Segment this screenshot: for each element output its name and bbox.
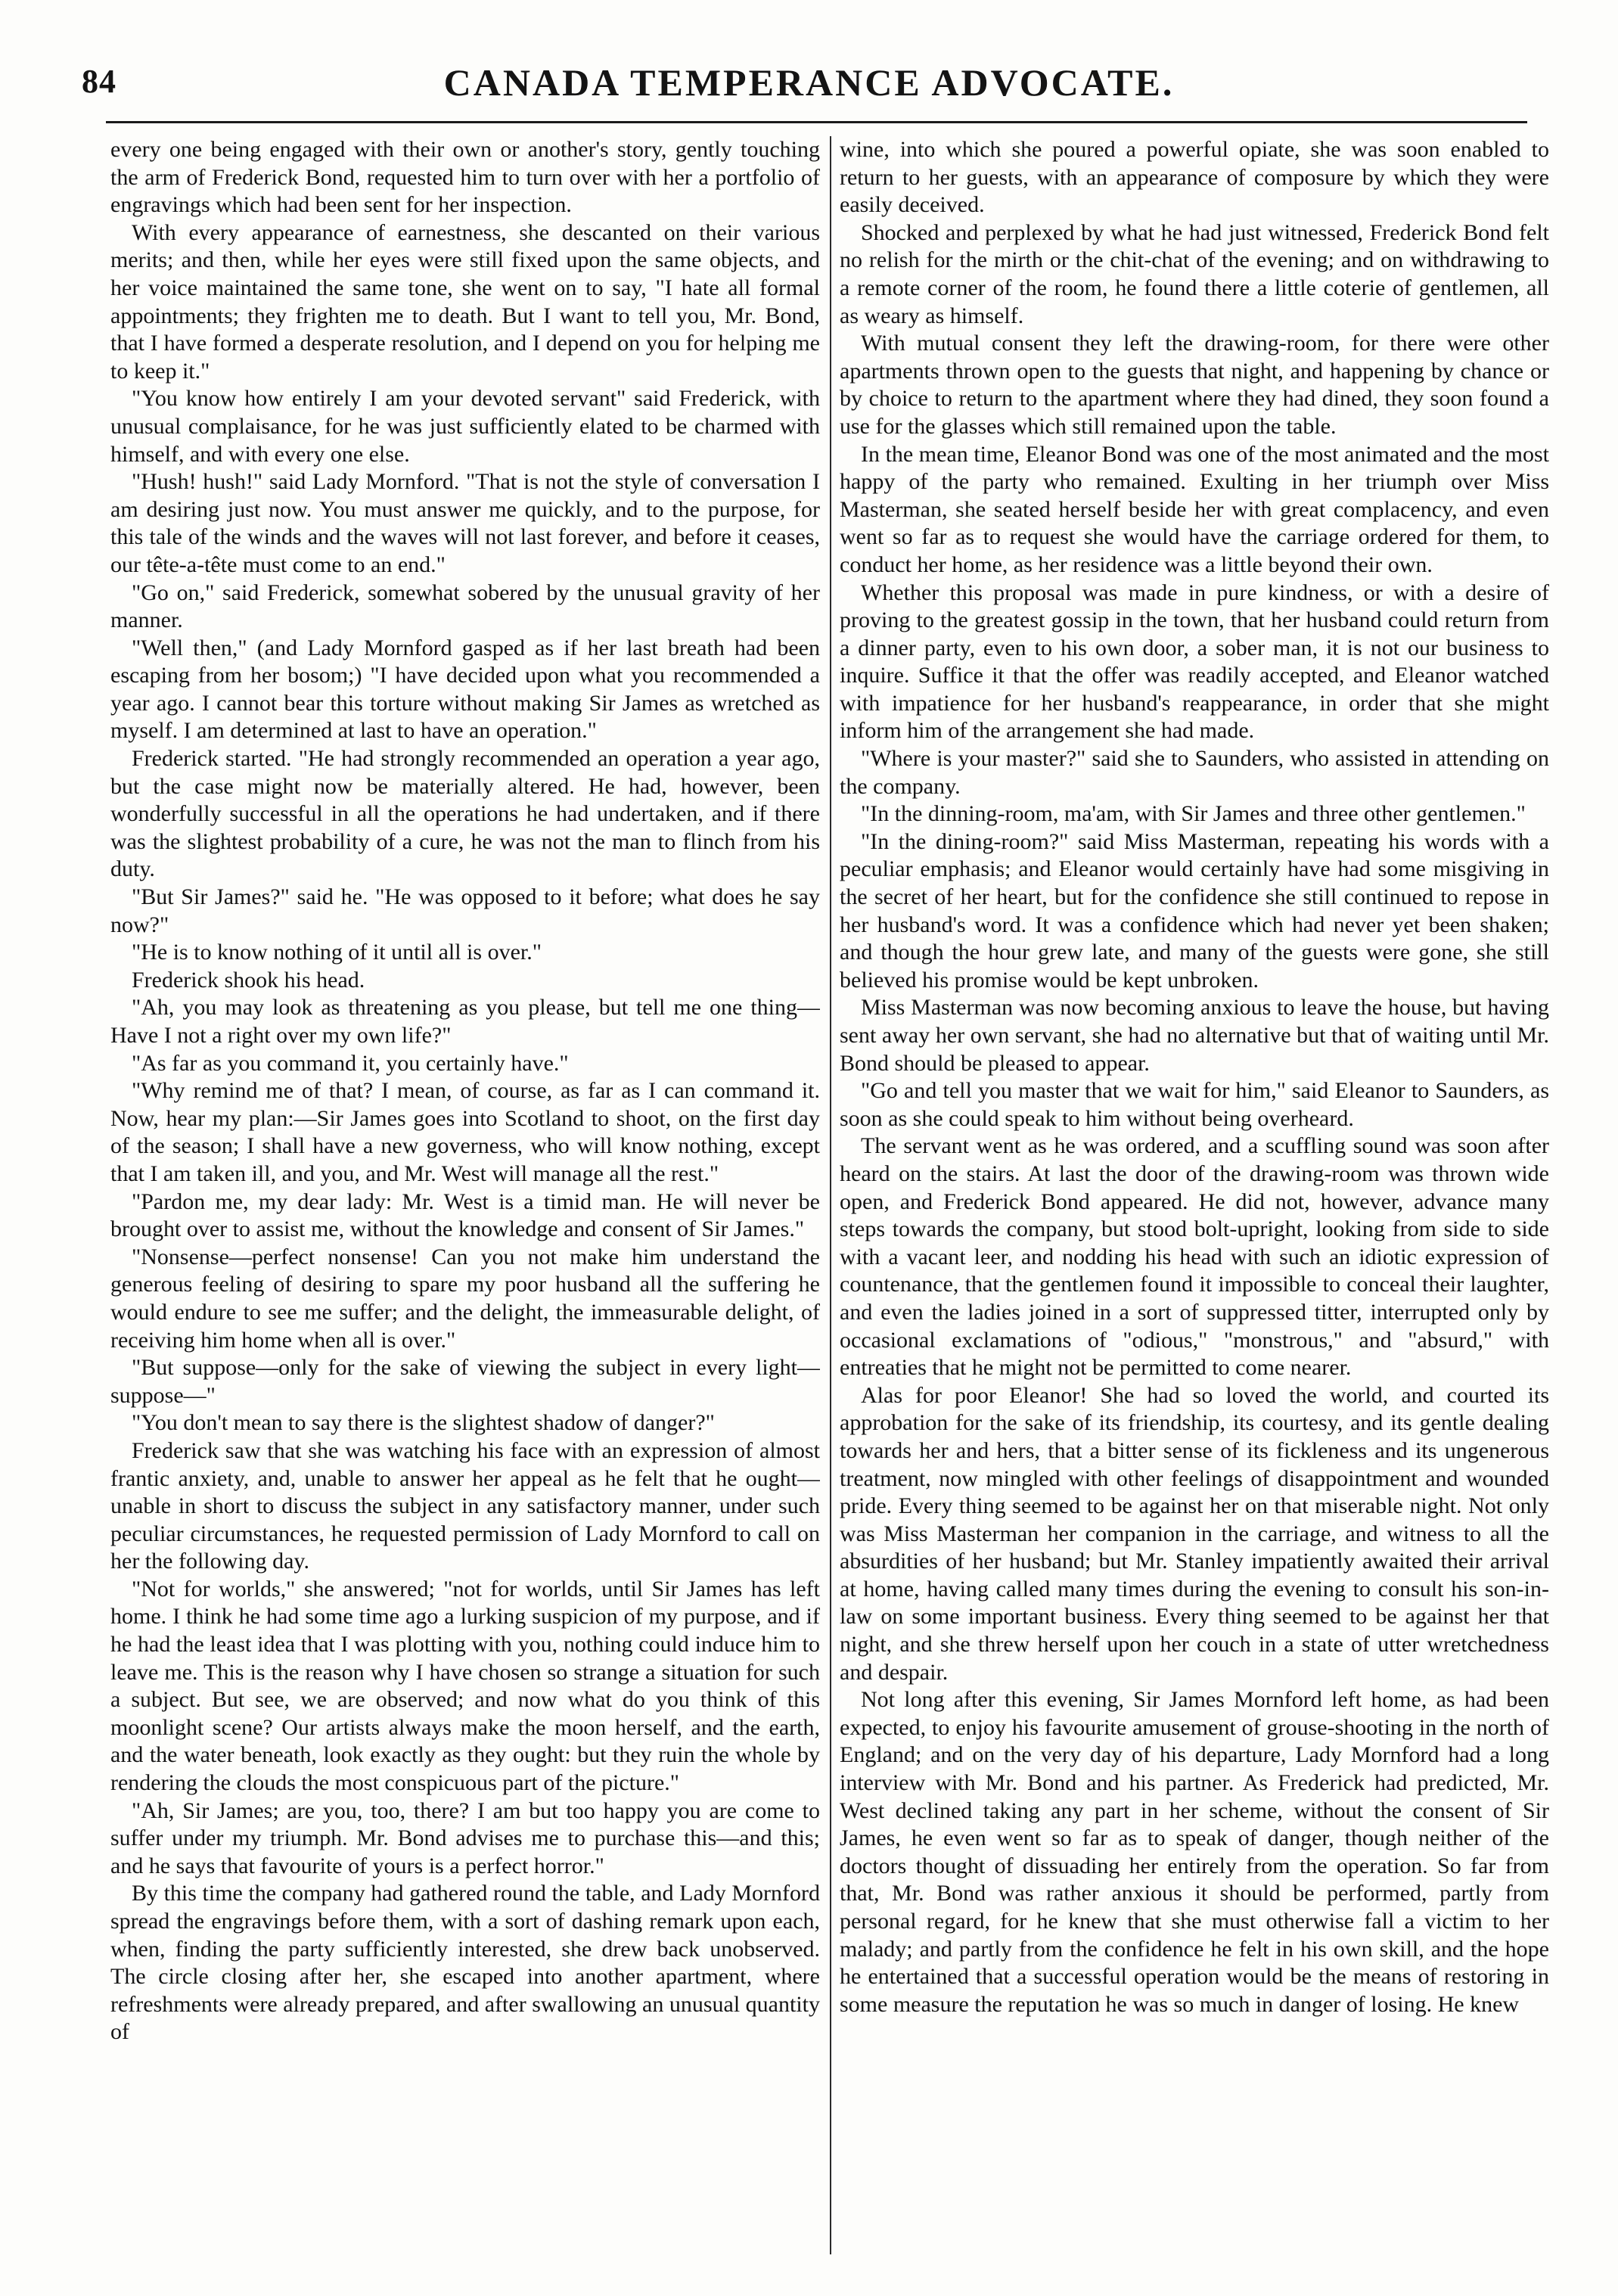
paragraph: Alas for poor Eleanor! She had so loved the world, and courted its approbation for the sake of its friendship, its courtesy, and its gentle dealing towards her and hers, that a bitter sense of its fickleness and its ungenerous treatment, now mingled with other feelings of disappointment and wounded pride. Every thing seemed to be against her on that miserable night. Not only was Miss Masterman her companion in the carriage, and witness to all the absurdities of her husband; but Mr. Stanley impatiently awaited their arrival at home, having called many times during the evening to consult his son-in-law on some important business. Every thing seemed to be against her that night, and she threw herself upon her couch in a state of utter wretchedness and despair. [840,1382,1549,1685]
paragraph: "Not for worlds," she answered; "not for worlds, until Sir James has left home. I think he had some time ago a lurking suspicion of my purpose, and if he had the least idea that I was plotting with you, nothing could induce him to leave me. This is the reason why I have chosen so strange a situation for such a subject. But see, we are observed; and now what do you think of this moonlight scene? Our artists always make the moon herself, and the earth, and the water beneath, look exactly as they ought: but they ruin the whole by rendering the clouds the most conspicuous part of the picture." [110,1576,820,1796]
header-rule [106,121,1527,123]
paragraph: "As far as you command it, you certainly have." [132,1050,569,1076]
paragraph: Not long after this evening, Sir James Mornford left home, as had been expected, to enjoy his favourite amusement of grouse-shooting in the north of England; and on the very day of his departure, Lady Mornford had a long interview with Mr. Bond and his partner. As Frederick had predicted, Mr. West declined taking any part in her scheme, without the consent of Sir James, he even went so far as to speak of danger, though neither of the doctors thought of dissuading her entirely from the operation. So far from that, Mr. Bond was rather anxious it should be performed, partly from personal regard, for he knew that she must otherwise fall a victim to her malady; and partly from the confidence he felt in his own skill, and the hope he entertained that a successful operation would be the means of restoring in some measure the reputation he was so much in danger of losing. He knew [840,1687,1549,2017]
paragraph: Frederick started. "He had strongly recommended an operation a year ago, but the case might now be materially altered. He had, however, been wonderfully successful in all the operations he had undertaken, and if there was the slightest probability of a cure, he was not the man to flinch from his duty. [110,746,820,882]
paragraph: With mutual consent they left the drawing-room, for there were other apartments thrown open to the guests that night, and happening by chance or by choice to return to the apartment where they had dined, they soon found a use for the glasses which still remained upon the table. [840,331,1549,439]
masthead-title: CANADA TEMPERANCE ADVOCATE. [443,61,1175,104]
paragraph: By this time the company had gathered round the table, and Lady Mornford spread the engravings before them, with a sort of dashing remark upon each, when, finding the party sufficiently interested, she drew back unobserved. The circle closing after her, she escaped into another apartment, where refreshments were already prepared, and after swallowing an unusual quantity of [110,1881,820,2045]
paragraph: In the mean time, Eleanor Bond was one of the most animated and the most happy of the party who remained. Exulting in her triumph over Miss Masterman, she seated herself beside her with great complacency, and even went so far as to request she would have the carriage ordered for them, to conduct her home, as her residence was a little beyond their own. [840,441,1549,577]
paragraph: "Why remind me of that? I mean, of course, as far as I can command it. Now, hear my plan:—Sir James goes into Scotland to shoot, on the first day of the season; I shall have a new governess, who will know nothing, except that I am taken ill, and you, and Mr. West will manage all the rest." [110,1078,820,1186]
paragraph: "In the dinning-room, ma'am, with Sir James and three other gentlemen." [861,801,1526,827]
column-divider [830,136,831,2254]
paragraph: "Pardon me, my dear lady: Mr. West is a timid man. He will never be brought over to assist me, without the knowledge and consent of Sir James." [110,1188,820,1242]
paragraph: "You don't mean to say there is the slightest shadow of danger?" [132,1410,715,1436]
paragraph: "Go on," said Frederick, somewhat sobered by the unusual gravity of her manner. [110,579,820,633]
paragraph: "You know how entirely I am your devoted servant" said Frederick, with unusual complaisance, for he was just sufficiently elated to be charmed with himself, and with every one else. [110,386,820,467]
paragraph: Miss Masterman was now becoming anxious to leave the house, but having sent away her own servant, she had no alternative but that of waiting until Mr. Bond should be pleased to appear. [840,995,1549,1076]
paragraph: "Well then," (and Lady Mornford gasped as if her last breath had been escaping from her bosom;) "I have decided upon what you recommended a year ago. I cannot bear this torture without making Sir James as wretched as myself. I am determined at last to have an operation." [110,635,820,744]
paragraph: wine, into which she poured a powerful opiate, she was soon enabled to return to her guests, with an appearance of composure by which they were easily deceived. [840,137,1549,218]
paragraph: "Where is your master?" said she to Saunders, who assisted in attending on the company. [840,746,1549,799]
right-column [840,136,1549,2254]
paragraph: Whether this proposal was made in pure kindness, or with a desire of proving to the greatest gossip in the town, that her husband could return from a dinner party, even to his own door, a sober man, it is not our business to inquire. Suffice it that the offer was readily accepted, and Eleanor watched with impatience for her husband's reappearance, in order that she might inform him of the arrangement she had made. [840,579,1549,744]
paragraph: "Nonsense—perfect nonsense! Can you not make him understand the generous feeling of desiring to spare my poor husband all the suffering he would endure to see me suffer; and the delight, the immeasurable delight, of receiving him home when all is over." [110,1244,820,1353]
paragraph: Shocked and perplexed by what he had just witnessed, Frederick Bond felt no relish for the mirth or the chit-chat of the evening; and on withdrawing to a remote corner of the room, he found there a little coterie of gentlemen, all as weary as himself. [840,219,1549,328]
paragraph: Frederick shook his head. [132,967,365,993]
paragraph: "Go and tell you master that we wait for him," said Eleanor to Saunders, as soon as she could speak to him without being overheard. [840,1078,1549,1131]
paragraph: "Ah, you may look as threatening as you please, but tell me one thing—Have I not a right over my own life?" [110,995,820,1048]
page-number: 84 [82,63,116,100]
paragraph: "He is to know nothing of it until all is over." [132,940,542,965]
left-column [110,136,820,2254]
paragraph: "But suppose—only for the sake of viewing the subject in every light—suppose—" [110,1355,820,1408]
paragraph: "In the dining-room?" said Miss Masterman, repeating his words with a peculiar emphasis; and Eleanor would certainly have had some misgiving in the secret of her heart, but for the confidence she still continued to repose in her husband's word. It was a confidence which had never yet been shaken; and though the hour grew late, and many of the guests were gone, she still believed his promise would be kept unbroken. [840,828,1549,993]
paragraph: With every appearance of earnestness, she descanted on their various merits; and then, while her eyes were still fixed upon the same objects, and her voice maintained the same tone, she went on to say, "I hate all formal appointments; they frighten me to death. But I want to tell you, Mr. Bond, that I have formed a desperate resolution, and I depend on you for helping me to keep it." [110,219,820,384]
paragraph: "But Sir James?" said he. "He was opposed to it before; what does he say now?" [110,884,820,937]
paragraph: "Ah, Sir James; are you, too, there? I am but too happy you are come to suffer under my triumph. Mr. Bond advises me to purchase this—and this; and he says that favourite of yours is a perfect horror." [110,1797,820,1878]
paragraph: every one being engaged with their own or another's story, gently touching the arm of Frederick Bond, requested him to turn over with her a portfolio of engravings which had been sent for her inspection. [110,137,820,218]
paragraph: "Hush! hush!" said Lady Mornford. "That is not the style of conversation I am desiring just now. You must answer me quickly, and to the purpose, for this tale of the winds and the waves will not last forever, and before it ceases, our tête-a-tête must come to an end." [110,469,820,577]
paragraph: The servant went as he was ordered, and a scuffling sound was soon after heard on the stairs. At last the door of the drawing-room was thrown wide open, and Frederick Bond appeared. He did not, however, advance many steps towards the company, but stood bolt-upright, looking from side to side with a vacant leer, and nodding his head with such an idiotic expression of countenance, that the gentlemen found it impossible to conceal their laughter, and even the ladies joined in a sort of suppressed titter, interrupted only by occasional exclamations of "odious," "monstrous," and "absurd," with entreaties that he might not be permitted to come nearer. [840,1133,1549,1381]
paragraph: Frederick saw that she was watching his face with an expression of almost frantic anxiety, and, unable to answer her appeal as he felt that he ought—unable in short to discuss the subject in any satisfactory manner, under such peculiar circumstances, he requested permission of Lady Mornford to call on her the following day. [110,1437,820,1574]
